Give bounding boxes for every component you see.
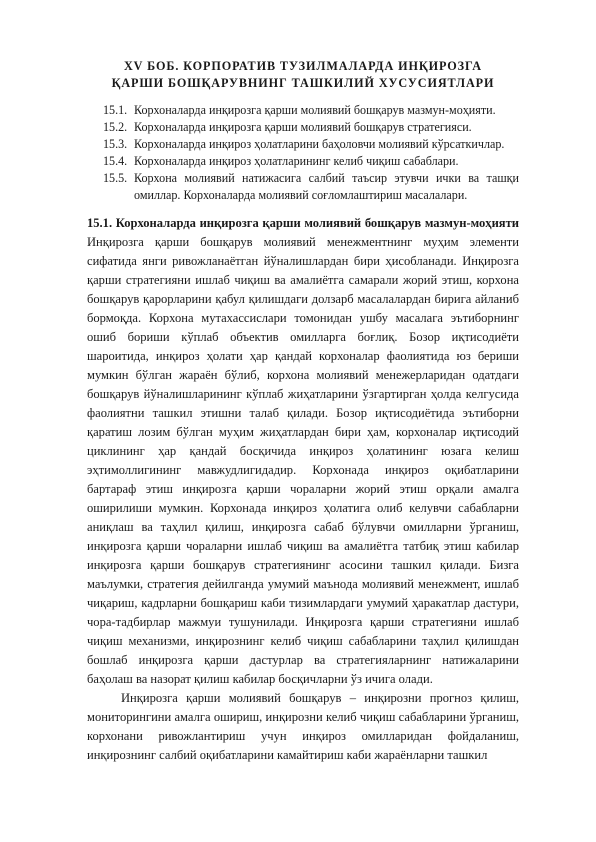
section-list xyxy=(87,102,519,204)
body-paragraph-1 xyxy=(87,214,519,689)
section-list-item xyxy=(103,102,519,119)
section-title: Корхоналарда инқирозга қарши молиявий бошқарув мазмун-моҳияти. xyxy=(134,103,496,117)
section-list-item xyxy=(103,153,519,170)
section-list-item xyxy=(103,119,519,136)
section-number: 15.1. xyxy=(103,103,128,117)
chapter-title-line-1: XV БОБ. КОРПОРАТИВ ТУЗИЛМАЛАРДА ИНҚИРОЗГА xyxy=(123,59,482,73)
section-title: Корхоналарда инқироз ҳолатларининг келиб чиқиш сабаблари. xyxy=(134,154,459,168)
section-list-item xyxy=(103,136,519,153)
section-title: Корхоналарда инқирозга қарши молиявий бошқарув стратегияси. xyxy=(134,120,472,134)
paragraph-text: Инқирозга қарши бошқарув молиявий менежментнинг муҳим элементи сифатида янги ривожланаётган йўналишлардан бири ҳисобланади. Инқирозга қарши стратегияни ишлаб чиқиш ва амалиётга самарали жорий этиш, корхона бошқарув қарорларини қабул қилишдаги долзарб масалалардан бирига айланиб бормоқда. Корхона мутахассислари томонидан ушбу масалага эътиборнинг ошиб бориши кўплаб объектив омилларга боғлиқ. Бозор иқтисодиёти шароитида, инқироз ҳолати ҳар қандай корхоналар фаолиятида юз бериши мумкин бўлган жараён бўлиб, корхона молиявий менежерларидан одатдаги бошқарув йўналишларининг кўплаб жиҳатларини ўзгартирган ҳолда келгусида фаолиятни ташкил этишни талаб қилади. Бозор иқтисодиётида эътиборни қаратиш лозим бўлган муҳим жиҳатлардан бири ҳам, корхоналар иқтисодий циклининг ҳар қандай босқичида инқироз ҳолатининг юзага келиш эҳтимоллигининг мавжудлигидадир. Корхонада инқироз оқибатларини бартараф этиш инқирозга қарши чораларни жорий этиш орқали амалга оширилиши мумкин. Корхонада инқироз ҳолатига олиб келувчи сабабларни аниқлаш ва таҳлил қилиш, инқирозга сабаб бўлувчи омилларни ўрганиш, инқирозга қарши чораларни ишлаб чиқиш ва амалиётга татбиқ этиш кабилар инқирозга қарши бошқарув стратегиянинг асосини ташкил қилади. Бизга маълумки, стратегия дейилганда умумий маънода молиявий менежмент, ишлаб чиқариш, кадрларни бошқариш каби тизимлардаги умумий ҳаракатлар дастури, чора-тадбирлар мажмуи тушунилади. Инқирозга қарши стратегияни ишлаб чиқиш механизми, инқирознинг келиб чиқиш сабабларини таҳлил қилишдан бошлаб инқирозга қарши дастурлар ва стратегияларнинг натижаларини баҳолаш ва назорат қилиш кабилар босқичларни ўз ичига олади. xyxy=(87,235,519,686)
section-heading: 15.1. Корхоналарда инқирозга қарши молиявий бошқарув мазмун-моҳияти xyxy=(87,216,519,230)
body-paragraph-2: Инқирозга қарши молиявий бошқарув – инқирозни прогноз қилиш, мониторингини амалга ошириш, инқирозни келиб чиқиш сабабларини ўрганиш, корхонани ривожлантириш учун инқироз омилларидан фойдаланиш, инқирознинг салбий оқибатларини камайтириш каби жараёнларни ташкил xyxy=(87,691,519,762)
section-number: 15.4. xyxy=(103,154,128,168)
section-number: 15.3. xyxy=(103,137,128,151)
section-number: 15.2. xyxy=(103,120,128,134)
section-title: Корхоналарда инқироз ҳолатларини баҳоловчи молиявий кўрсаткичлар. xyxy=(134,137,505,151)
section-title: Корхона молиявий натижасига салбий таъсир этувчи ички ва ташқи омиллар. Корхоналарда молиявий соғломлаштириш масалалари. xyxy=(134,171,519,202)
chapter-title xyxy=(87,58,519,92)
section-list-item xyxy=(103,170,519,204)
section-number: 15.5. xyxy=(103,171,128,185)
document-page xyxy=(87,58,519,765)
chapter-title-line-2: ҚАРШИ БОШҚАРУВНИНГ ТАШКИЛИЙ ХУСУСИЯТЛАРИ xyxy=(111,76,495,90)
